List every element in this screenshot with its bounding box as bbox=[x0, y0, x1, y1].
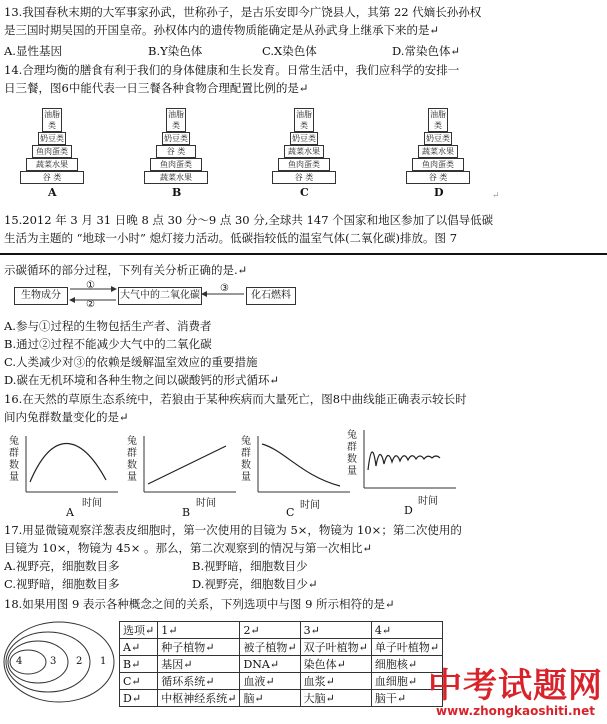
flow-label-1: ① bbox=[86, 280, 95, 291]
pyramid-a-layer2: 奶豆类 bbox=[40, 134, 64, 143]
q13-option-c: C.X染色体 bbox=[262, 44, 317, 58]
q14-line2: 日三餐，图6中能代表一日三餐各种食物合理配置比例的是↵ bbox=[4, 81, 309, 95]
circle-label-4: 4 bbox=[16, 656, 23, 667]
q17-line1: 17.用显微镜观察洋葱表皮细胞时，第一次使用的目镜为 5×，物镜为 10×；第二次使用的 bbox=[4, 523, 462, 537]
pyramid-c-label: C bbox=[300, 186, 309, 199]
table-header-cell: 2↵ bbox=[240, 622, 300, 639]
graph-b-plot bbox=[140, 436, 236, 498]
table-row bbox=[120, 639, 443, 656]
table-cell: A↵ bbox=[120, 639, 158, 656]
pyramid-c-layer4: 鱼肉蛋类 bbox=[278, 158, 330, 171]
graph-c-ylabel: 兔群数量 bbox=[241, 436, 251, 483]
graph-c-plot bbox=[254, 436, 350, 498]
pyramid-b-layer1: 油脂类 bbox=[168, 110, 184, 130]
graph-d-xlabel: 时间 bbox=[418, 496, 438, 507]
q15-line2: 生活为主题的 “地球一小时” 熄灯接力活动。低碳指较低的温室气体(二氧化碳)排放。图 7 bbox=[4, 231, 458, 245]
pyramid-a-layer5: 谷 类 bbox=[20, 171, 84, 184]
pyramid-a-label: A bbox=[48, 186, 57, 199]
circle-label-2: 2 bbox=[76, 656, 83, 667]
table-cell: 细胞核↵ bbox=[371, 656, 442, 673]
q15-line3: 示碳循环的部分过程，下列有关分析正确的是.↵ bbox=[4, 263, 248, 277]
table-header-cell: 3↵ bbox=[300, 622, 371, 639]
pyramid-b-layer2: 奶豆类 bbox=[164, 134, 188, 143]
table-cell: 基因↵ bbox=[158, 656, 240, 673]
table-cell: 单子叶植物↵ bbox=[371, 639, 442, 656]
flow-box-fossil-fuels: 化石燃料 bbox=[246, 287, 296, 305]
table-cell: 血浆↵ bbox=[300, 673, 371, 690]
table-header-row bbox=[120, 622, 443, 639]
table-cell: 血液↵ bbox=[240, 673, 300, 690]
circle-label-1: 1 bbox=[100, 656, 107, 667]
watermark-url: www.zhongkaoshiti.net bbox=[436, 704, 595, 718]
graph-c-xlabel: 时间 bbox=[300, 500, 320, 511]
q13-line1: 13.我国春秋末期的大军事家孙武，世称孙子，是古乐安即今广饶县人，其第 22 代嫡长孙孙权 bbox=[4, 5, 482, 19]
pyramid-c-layer2: 奶豆类 bbox=[292, 134, 316, 143]
graph-a-label: A bbox=[66, 506, 74, 519]
q16-line1: 16.在天然的草原生态系统中，若狼由于某种疾病而大量死亡，图8中曲线能正确表示较长时 bbox=[4, 392, 467, 406]
graph-d bbox=[346, 430, 458, 516]
pyramid-a-layer3: 鱼肉蛋类 bbox=[32, 145, 72, 158]
q15-option-b: B.通过②过程不能减少大气中的二氧化碳 bbox=[4, 337, 212, 351]
pyramid-b-layer3: 谷 类 bbox=[156, 145, 196, 158]
q16-line2: 间内兔群数量变化的是↵ bbox=[4, 410, 129, 424]
pyramid-c-layer3: 蔬菜水果 bbox=[284, 145, 324, 158]
site-watermark bbox=[428, 668, 603, 718]
q13-option-b: B.Y染色体 bbox=[148, 44, 203, 58]
pyramid-a bbox=[20, 108, 84, 184]
q17-option-b: B.视野暗，细胞数目少 bbox=[192, 559, 308, 573]
table-cell: 中枢神经系统↵ bbox=[158, 690, 240, 707]
pyramid-d-layer4: 鱼肉蛋类 bbox=[412, 158, 464, 171]
table-cell: 脑↵ bbox=[240, 690, 300, 707]
table-cell: 血细胞↵ bbox=[371, 673, 442, 690]
table-header-cell: 1↵ bbox=[158, 622, 240, 639]
table-cell: 染色体↵ bbox=[300, 656, 371, 673]
table-cell: 脑干↵ bbox=[371, 690, 442, 707]
graph-a-plot bbox=[22, 436, 118, 498]
q14-line1: 14.合理均衡的膳食有利于我们的身体健康和生长发育。日常生活中，我们应科学的安排一 bbox=[4, 63, 460, 77]
pyramid-d-layer5: 谷 类 bbox=[406, 171, 470, 184]
table-cell: 种子植物↵ bbox=[158, 639, 240, 656]
flow-box-atmosphere-co2: 大气中的二氧化碳 bbox=[118, 287, 202, 305]
q17-option-a: A.视野亮，细胞数目多 bbox=[4, 559, 120, 573]
table-row bbox=[120, 673, 443, 690]
q15-option-d: D.碳在无机环境和各种生物之间以碳酸钙的形式循环↵ bbox=[4, 373, 280, 387]
pyramid-d-layer2: 奶豆类 bbox=[426, 134, 450, 143]
pyramid-a-layer1: 油脂类 bbox=[44, 110, 60, 130]
table-header-cell: 4↵ bbox=[371, 622, 442, 639]
graph-a-xlabel: 时间 bbox=[82, 498, 102, 509]
flow-label-2: ② bbox=[86, 299, 95, 310]
pyramid-b bbox=[144, 108, 208, 184]
table-cell: 大脑↵ bbox=[300, 690, 371, 707]
table-header-cell: 选项↵ bbox=[120, 622, 158, 639]
graph-b-ylabel: 兔群数量 bbox=[127, 436, 137, 483]
graph-b bbox=[126, 436, 238, 519]
graph-a-ylabel: 兔群数量 bbox=[9, 436, 19, 483]
flow-label-3: ③ bbox=[220, 283, 229, 294]
table-cell: 循环系统↵ bbox=[158, 673, 240, 690]
pyramid-c-layer5: 谷 类 bbox=[272, 171, 336, 184]
table-cell: C↵ bbox=[120, 673, 158, 690]
q13-option-d: D.常染色体↵ bbox=[392, 44, 461, 58]
q15-line1: 15.2012 年 3 月 31 日晚 8 点 30 分～9 点 30 分,全球共 147 个国家和地区参加了以倡导低碳 bbox=[4, 213, 494, 227]
graph-a bbox=[8, 436, 120, 519]
pyramid-b-layer4: 鱼肉蛋类 bbox=[150, 158, 202, 171]
page-divider bbox=[0, 253, 607, 255]
q15-option-c: C.人类减少对③的依赖是缓解温室效应的重要措施 bbox=[4, 355, 258, 369]
pyramid-b-layer5: 蔬菜水果 bbox=[144, 171, 208, 184]
q17-option-c: C.视野暗，细胞数目多 bbox=[4, 577, 120, 591]
pyramid-c-layer1: 油脂类 bbox=[296, 110, 312, 130]
q17-line2: 目镜为 10×，物镜为 45× 。那么，第二次观察到的情况与第一次相比↵ bbox=[4, 541, 373, 555]
flow-box-organisms: 生物成分 bbox=[14, 287, 68, 305]
q15-option-a: A.参与①过程的生物包括生产者、消费者 bbox=[4, 319, 212, 333]
table-row bbox=[120, 690, 443, 707]
table-cell: DNA↵ bbox=[240, 656, 300, 673]
table-row bbox=[120, 656, 443, 673]
graph-c bbox=[240, 436, 352, 519]
pyramid-c bbox=[272, 108, 336, 184]
watermark-title: 中考试题网 bbox=[428, 666, 603, 706]
pyramid-b-label: B bbox=[172, 186, 182, 199]
graph-d-plot bbox=[360, 430, 456, 494]
circle-label-3: 3 bbox=[50, 656, 57, 667]
table-cell: D↵ bbox=[120, 690, 158, 707]
q18-line1: 18.如果用图 9 表示各种概念之间的关系，下列选项中与图 9 所示相符的是↵ bbox=[4, 597, 395, 611]
pyramid-d-label: D bbox=[434, 186, 444, 199]
graph-d-ylabel: 兔群数量 bbox=[347, 430, 357, 477]
pyramid-d bbox=[406, 108, 470, 184]
pyramid-d-layer3: 蔬菜水果 bbox=[418, 145, 458, 158]
graph-b-label: B bbox=[182, 506, 191, 519]
graph-b-xlabel: 时间 bbox=[196, 498, 216, 509]
q14-end-mark: ↵ bbox=[492, 191, 500, 201]
table-cell: 双子叶植物↵ bbox=[300, 639, 371, 656]
pyramid-a-layer4: 蔬菜水果 bbox=[26, 158, 78, 171]
q18-table bbox=[119, 621, 443, 707]
graph-c-label: C bbox=[286, 506, 295, 519]
graph-d-label: D bbox=[404, 504, 413, 517]
flow-arrows bbox=[0, 278, 300, 314]
table-cell: B↵ bbox=[120, 656, 158, 673]
table-cell: 被子植物↵ bbox=[240, 639, 300, 656]
q17-option-d: D.视野亮，细胞数目少↵ bbox=[192, 577, 318, 591]
q13-option-a: A.显性基因 bbox=[4, 44, 62, 58]
pyramid-d-layer1: 油脂类 bbox=[430, 110, 446, 130]
q13-line2: 是三国时期吴国的开国皇帝。孙权体内的遗传物质能确定是从孙武身上继承下来的是↵ bbox=[4, 23, 440, 37]
